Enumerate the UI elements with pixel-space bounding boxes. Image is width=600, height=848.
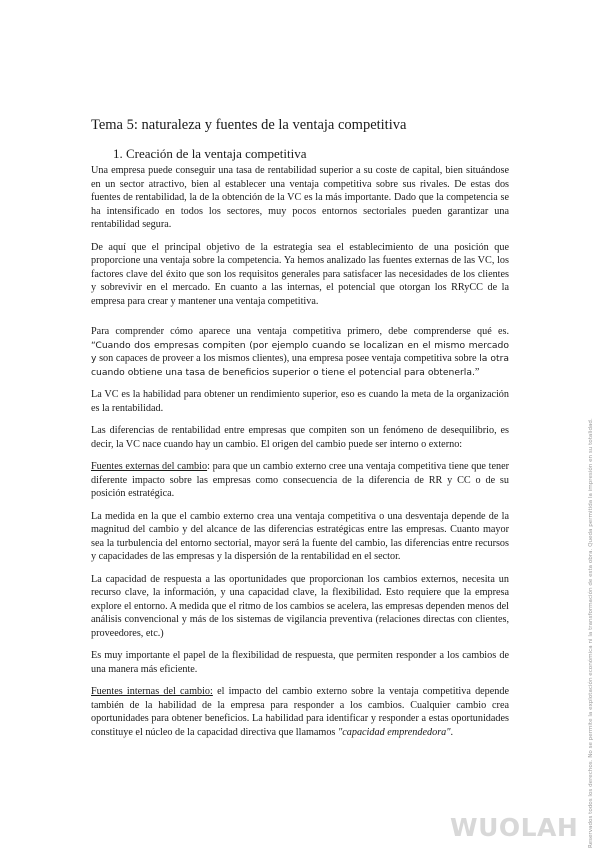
paragraph: Es muy importante el papel de la flexibilidad de respuesta, que permiten responder a los cambios de una manera más eficiente. — [91, 650, 509, 675]
emphasis-term: "capacidad emprendedora" — [337, 726, 451, 738]
text-run: . — [450, 726, 454, 738]
rights-notice — [582, 300, 596, 848]
paragraph-definition — [91, 325, 509, 379]
text-run: Para comprender cómo aparece una ventaja competitiva primero, debe comprenderse qué es. — [91, 326, 509, 337]
rights-notice-text: Reservados todos los derechos. No se permite la explotación económica ni la transformación de esta obra. Queda permitida la impresión en su totalidad. — [588, 418, 594, 848]
definition-quote: la otra cuando obtiene una tasa de beneficios superior o tiene el potencial para obtenerla. — [91, 353, 509, 378]
definition-quote: “Cuando dos empresas compiten (por ejemplo cuando se localizan en el mismo mercado y — [91, 339, 509, 364]
text-run: el impacto del cambio externo sobre la ventaja competitiva depende también de la habilidad de la empresa para responder a los cambios. Cualquier cambio crea oportunidades para obtener beneficios. La habilidad para identificar y responder a estas oportunidades constituye el núcleo de la capacidad directiva que llamamos — [91, 686, 510, 738]
wuolah-logo: WUOLAH — [450, 813, 579, 842]
text-run: son capaces de proveer a los mismos clientes), una empresa posee ventaja competitiva sobre — [96, 353, 480, 364]
text-run: ” — [474, 366, 480, 378]
internal-sources-label: Fuentes internas del cambio: — [91, 686, 213, 697]
paragraph: De aquí que el principal objetivo de la estrategia sea el establecimiento de una posición que proporcione una ventaja sobre la competencia. Ya hemos analizado las fuentes externas de las VC, los factores clave del éxito que son los requisitos generales para satisfacer las necesidades de los clientes y sobrevivir en el mercado. En cuanto a las internas, el potencial que otorgan los RRyCC de la empresa para crear y mantener una ventaja competitiva. — [91, 241, 509, 307]
document-title: Tema 5: naturaleza y fuentes de la ventaja competitiva — [91, 117, 407, 133]
paragraph: La capacidad de respuesta a las oportunidades que proporcionan los cambios externos, necesita un recurso clave, la información, y una capacidad clave, la flexibilidad. Esto requiere que la empresa explore el entorno. A medida que el ritmo de los cambios se acelera, las empresas dependen menos del análisis convencional y más de los sistemas de vigilancia preventiva (relaciones directas con clientes, proveedores, etc.) — [91, 573, 509, 639]
paragraph-external-sources — [91, 460, 509, 501]
paragraph: La medida en la que el cambio externo crea una ventaja competitiva o una desventaja depende de la magnitud del cambio y del alcance de las diferencias estratégicas entre las empresas. Cuanto mayor sea la turbulencia del entorno sectorial, mayor será la fuente del cambio, las diferencias entre recursos y capacidades de las empresas y la dispersión de la rentabilidad en el sector. — [91, 510, 509, 562]
external-sources-label: Fuentes externas del cambio — [91, 461, 208, 472]
section-heading: 1. Creación de la ventaja competitiva — [113, 146, 307, 161]
paragraph: La VC es la habilidad para obtener un rendimiento superior, eso es cuando la meta de la organización es la rentabilidad. — [91, 389, 509, 414]
document-body — [91, 116, 509, 748]
paragraph: Una empresa puede conseguir una tasa de rentabilidad superior a su coste de capital, bien situándose en un sector atractivo, bien al establecer una ventaja competitiva sobre sus rivales. De estas dos fuentes de rentabilidad, la de la obtención de la VC es la más importante. Dado que la competencia se ha intensificado en todos los sectores, muy pocos entornos sectoriales pueden garantizar una rentabilidad segura. — [91, 165, 509, 230]
paragraph-internal-sources — [91, 685, 509, 739]
paragraph: Las diferencias de rentabilidad entre empresas que compiten son un fenómeno de desequilibrio, es decir, la VC nace cuando hay un cambio. El origen del cambio puede ser interno o externo: — [91, 425, 509, 450]
text-run: : para que un cambio externo cree una ventaja competitiva tiene que tener diferente impacto sobre las empresas como consecuencia de la diferencia de RR y CC o de su posición estratégica. — [91, 461, 509, 499]
